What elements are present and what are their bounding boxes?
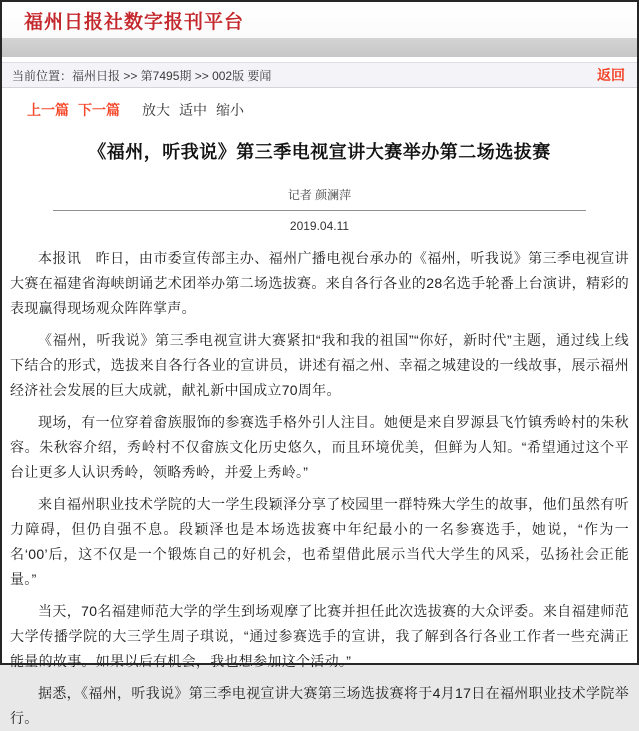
prev-article-button[interactable]: 上一篇 <box>27 102 69 118</box>
article-title: 《福州，听我说》第三季电视宣讲大赛举办第二场选拔赛 <box>88 142 551 162</box>
masthead <box>2 2 637 38</box>
article-paragraph: 本报讯 昨日，由市委宣传部主办、福州广播电视台承办的《福州，听我说》第三季电视宣讲大赛在福建省海峡朗诵艺术团举办第二场选拔赛。来自各行各业的28名选手轮番上台演讲，精彩的表现赢得现场观众阵阵掌声。 <box>10 250 629 316</box>
article-paragraph: 《福州，听我说》第三季电视宣讲大赛紧扣“我和我的祖国”“你好，新时代”主题，通过线上线下结合的形式，选拔来自各行各业的宣讲员，讲述有福之州、幸福之城建设的一线故事，展示福州经济社会发展的巨大成就，献礼新中国成立70周年。 <box>10 332 629 398</box>
article-paragraph: 据悉，《福州，听我说》第三季电视宣讲大赛第三场选拔赛将于4月17日在福州职业技术学院举行。 <box>10 685 629 726</box>
zoom-medium-button[interactable]: 适中 <box>179 102 207 118</box>
breadcrumb-bar <box>2 62 637 88</box>
article-paragraph: 当天，70名福建师范大学的学生到场观摩了比赛并担任此次选拔赛的大众评委。来自福建师范大学传播学院的大三学生周子琪说，“通过参赛选手的宣讲，我了解到各行各业工作者一些充满正能量的故事。如果以后有机会，我也想参加这个活动。” <box>10 603 629 669</box>
back-button[interactable]: 返回 <box>597 67 625 83</box>
article-byline: 记者 颜澜萍 <box>287 188 352 202</box>
zoom-in-button[interactable]: 放大 <box>142 102 170 118</box>
byline-divider <box>53 210 585 211</box>
header-divider-bar <box>2 38 637 57</box>
next-article-button[interactable]: 下一篇 <box>78 102 120 118</box>
article-date: 2019.04.11 <box>289 219 350 233</box>
breadcrumb: 当前位置：福州日报 >> 第7495期 >> 002版 要闻 <box>12 68 272 83</box>
site-title: 福州日报社数字报刊平台 <box>24 11 245 33</box>
article-paragraph: 现场，有一位穿着畲族服饰的参赛选手格外引人注目。她便是来自罗源县飞竹镇秀岭村的朱秋容。朱秋容介绍，秀岭村不仅畲族文化历史悠久，而且环境优美，但鲜为人知。“希望通过这个平台让更多人认识秀岭，领略秀岭，并爱上秀岭。” <box>10 414 629 480</box>
article-body <box>10 246 629 731</box>
article <box>2 124 637 731</box>
zoom-out-button[interactable]: 缩小 <box>216 102 244 118</box>
article-toolbar <box>2 88 637 124</box>
article-paragraph: 来自福州职业技术学院的大一学生段颖泽分享了校园里一群特殊大学生的故事，他们虽然有听力障碍，但仍自强不息。段颖泽也是本场选拔赛中年纪最小的一名参赛选手，她说，“作为一名‘00’后，这不仅是一个锻炼自己的好机会，也希望借此展示当代大学生的风采，弘扬社会正能量。” <box>10 496 629 587</box>
